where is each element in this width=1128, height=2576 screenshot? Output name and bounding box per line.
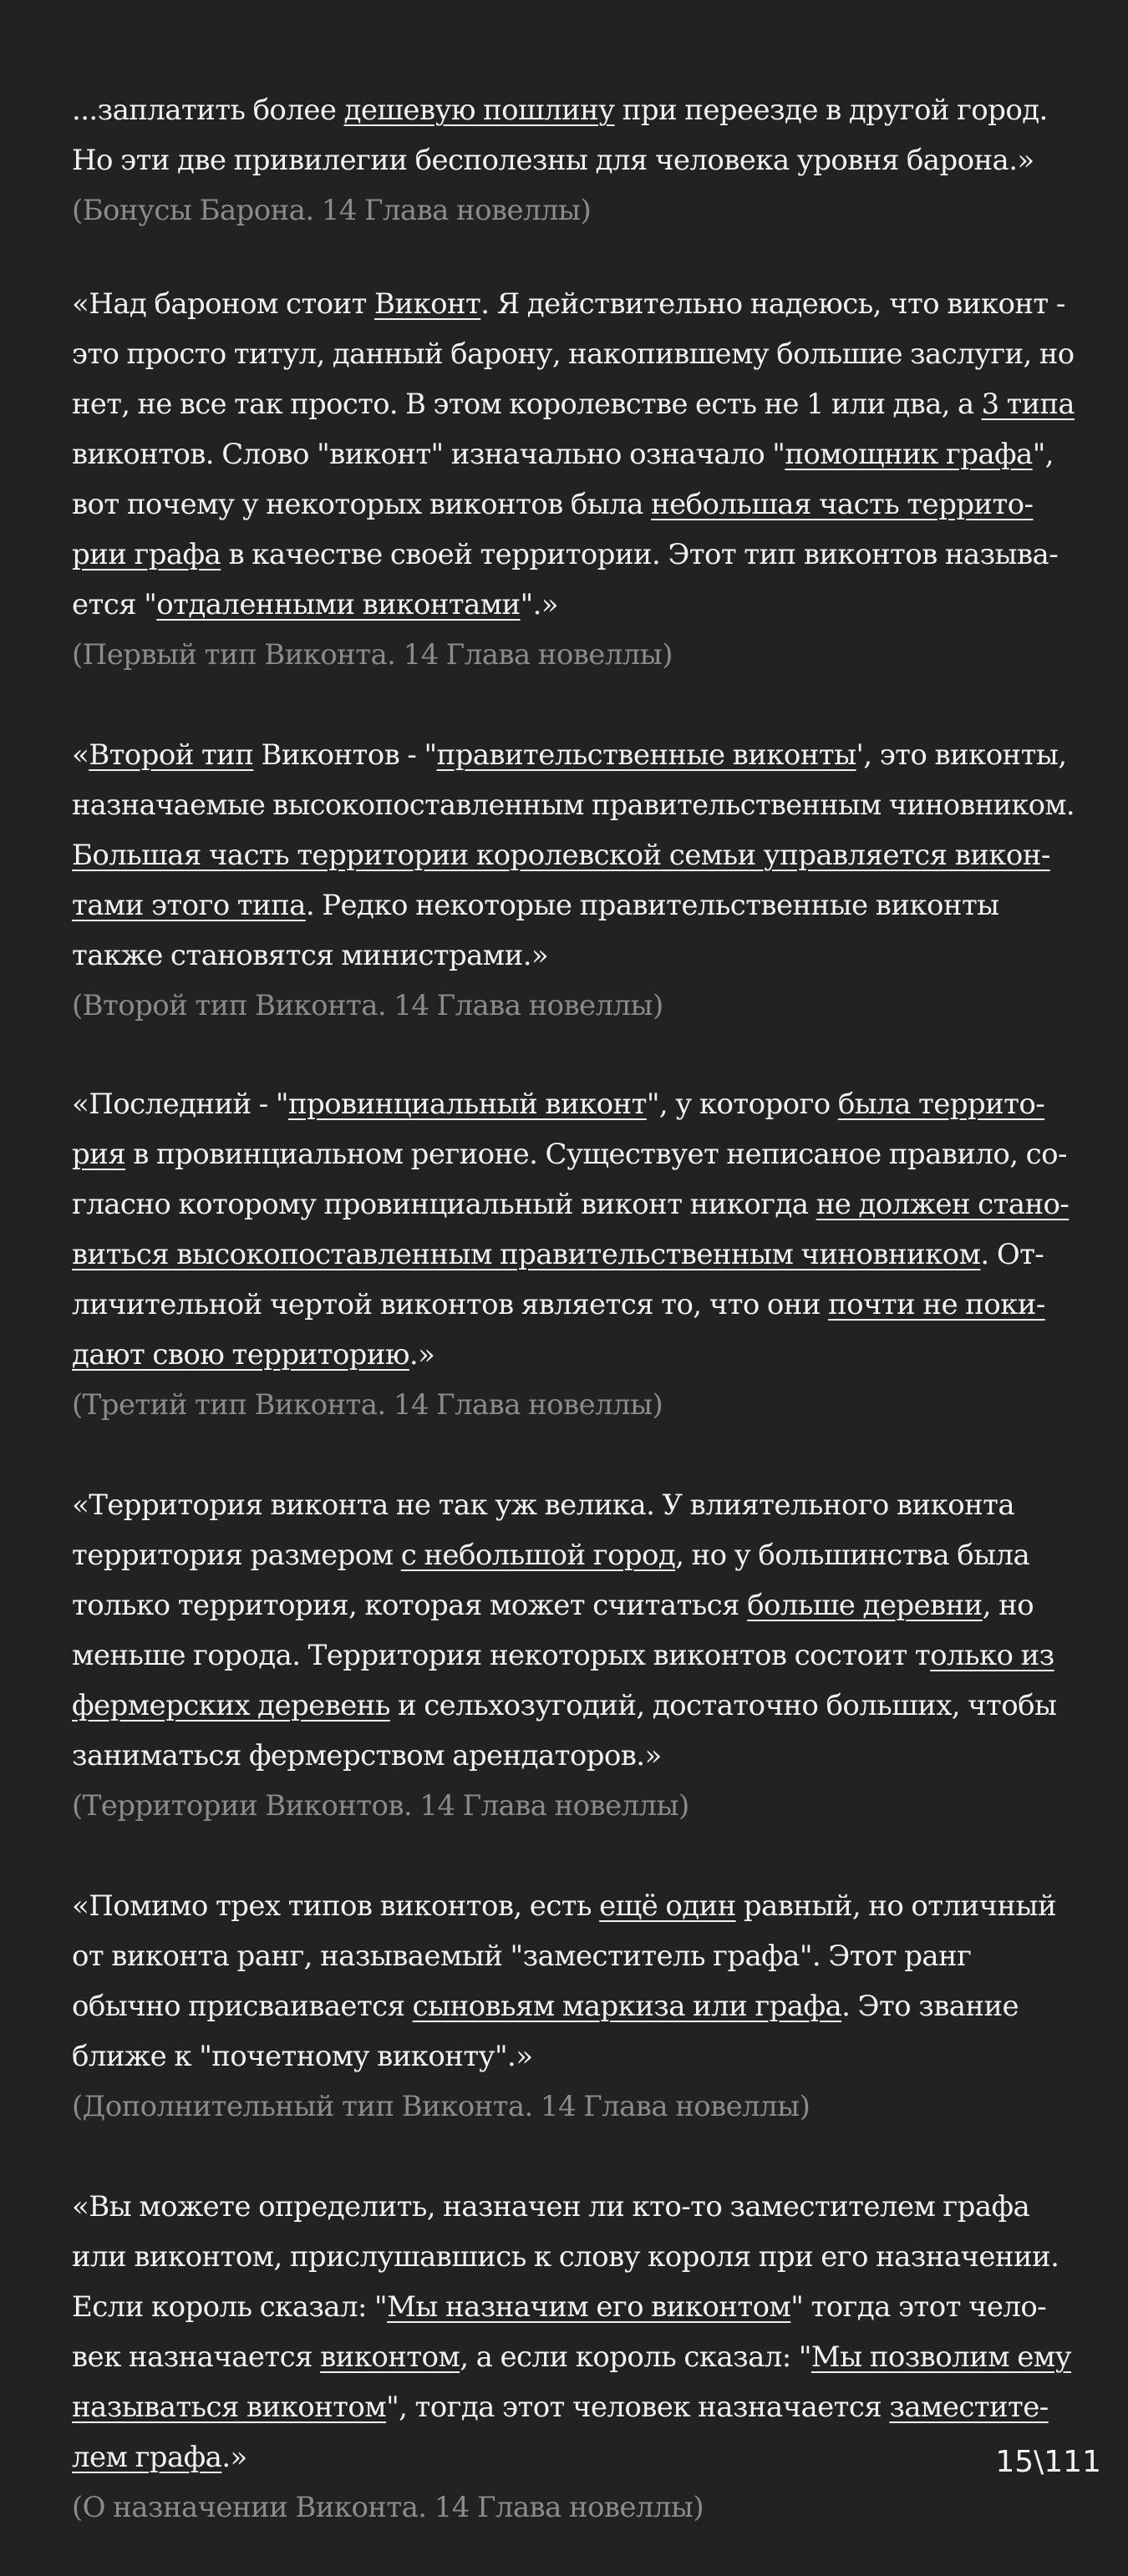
text-line xyxy=(72,1881,1075,1931)
text-block-viscount-appointment xyxy=(72,2182,1075,2533)
text-segment: это просто титул, данный барону, накопившему большие заслуги, но xyxy=(72,337,1075,371)
text-segment: «Над бароном стоит xyxy=(72,287,375,321)
underlined-phrase: заместите- xyxy=(889,2391,1049,2424)
text-segment: меньше города. Территория некоторых виконтов состоит т xyxy=(72,1639,931,1672)
text-segment: территория размером xyxy=(72,1539,401,1572)
text-line xyxy=(72,1630,1075,1681)
text-segment: ближе к "почетному виконту".» xyxy=(72,2040,533,2073)
underlined-phrase: отдаленными виконтами xyxy=(156,588,521,621)
underlined-phrase: помощник графа xyxy=(785,438,1033,471)
text-segment: виконтов. Слово "виконт" изначально означало " xyxy=(72,438,785,471)
underlined-phrase: лем графа xyxy=(72,2441,222,2474)
underlined-phrase: сыновьям маркиза или графа xyxy=(412,1990,842,2023)
text-block-viscount-territories xyxy=(72,1480,1075,1831)
text-line xyxy=(72,2232,1075,2282)
text-segment: , но xyxy=(982,1589,1034,1622)
text-segment: Но эти две привилегии бесполезны для человека уровня барона.» xyxy=(72,144,1034,177)
text-segment: " тогда этот чело- xyxy=(790,2290,1047,2324)
text-line xyxy=(72,1280,1075,1330)
source-caption: (Первый тип Виконта. 14 Глава новеллы) xyxy=(72,638,673,672)
source-caption: (О назначении Виконта. 14 Глава новеллы) xyxy=(72,2491,704,2524)
text-segment: .» xyxy=(221,2441,247,2474)
text-segment: личительной чертой виконтов является то, что они xyxy=(72,1288,829,1321)
text-segment: ется " xyxy=(72,588,157,621)
underlined-phrase: называться виконтом xyxy=(72,2391,387,2424)
underlined-phrase: была террито- xyxy=(837,1088,1045,1121)
underlined-phrase: дают свою территорию xyxy=(72,1338,409,1372)
text-block-second-viscount-type xyxy=(72,730,1075,1031)
text-line xyxy=(72,1931,1075,1981)
text-line xyxy=(72,379,1075,429)
source-caption: (Третий тип Виконта. 14 Глава новеллы) xyxy=(72,1388,663,1422)
text-segment: ', это виконты, xyxy=(856,738,1067,772)
text-line xyxy=(72,85,1075,135)
text-line xyxy=(72,1179,1075,1230)
text-segment: . Я действительно надеюсь, что виконт - xyxy=(480,287,1065,321)
underlined-phrase: не должен стано- xyxy=(816,1188,1070,1221)
underlined-phrase: ещё один xyxy=(599,1889,736,1923)
underlined-phrase: дешевую пошлину xyxy=(343,94,615,127)
text-segment: заниматься фермерством арендаторов.» xyxy=(72,1739,662,1772)
text-block-third-viscount-type xyxy=(72,1079,1075,1430)
text-segment: Виконтов - " xyxy=(253,738,437,772)
text-segment: также становятся министрами.» xyxy=(72,939,549,972)
text-segment: ", тогда этот человек назначается xyxy=(386,2391,890,2424)
text-line xyxy=(72,580,1075,630)
source-caption: (Второй тип Виконта. 14 Глава новеллы) xyxy=(72,989,663,1022)
text-segment: только территория, которая может считаться xyxy=(72,1589,748,1622)
text-segment: век назначается xyxy=(72,2340,321,2374)
text-segment: в провинциальном регионе. Существует неписаное правило, со- xyxy=(125,1138,1067,1171)
text-segment: , а если король сказал: " xyxy=(460,2340,811,2374)
underlined-phrase: Мы позволим ему xyxy=(810,2340,1071,2374)
text-line xyxy=(72,2282,1075,2332)
text-line xyxy=(72,2432,1075,2482)
underlined-phrase: 3 типа xyxy=(981,388,1075,421)
text-segment: .» xyxy=(409,1338,435,1372)
text-segment: нет, не все так просто. В этом королевстве есть не 1 или два, а xyxy=(72,388,982,421)
text-segment: « xyxy=(72,738,89,772)
text-segment: и сельхозугодий, достаточно больших, чтобы xyxy=(389,1689,1057,1722)
text-line xyxy=(72,1530,1075,1580)
text-line xyxy=(72,780,1075,830)
text-line xyxy=(72,135,1075,185)
text-line xyxy=(72,429,1075,479)
text-line xyxy=(72,1580,1075,1630)
text-line xyxy=(72,1731,1075,1781)
text-line xyxy=(72,830,1075,880)
text-segment: назначаемые высокопоставленным правительственным чиновником. xyxy=(72,789,1075,822)
text-segment: . Редко некоторые правительственные виконты xyxy=(305,889,999,922)
text-line xyxy=(72,1230,1075,1280)
text-segment: «Территория виконта не так уж велика. У влиятельного виконта xyxy=(72,1488,1015,1522)
underlined-phrase: олько из xyxy=(930,1639,1054,1672)
underlined-phrase: виконтом xyxy=(320,2340,460,2374)
underlined-phrase: виться высокопоставленным правительственным чиновником xyxy=(72,1238,981,1271)
underlined-phrase: фермерских деревень xyxy=(72,1689,390,1722)
text-segment: или виконтом, прислушавшись к слову короля при его назначении. xyxy=(72,2240,1059,2274)
source-caption: (Бонусы Барона. 14 Глава новеллы) xyxy=(72,194,592,227)
underlined-phrase: Большая часть территории королевской семьи управляется викон- xyxy=(72,839,1050,872)
underlined-phrase: Мы назначим его виконтом xyxy=(387,2290,791,2324)
text-segment: ", у которого xyxy=(646,1088,838,1121)
text-block-first-viscount-type xyxy=(72,279,1075,680)
text-line xyxy=(72,1480,1075,1530)
text-segment: «Последний - " xyxy=(72,1088,288,1121)
text-segment: вот почему у некоторых виконтов была xyxy=(72,488,652,521)
text-segment: ".» xyxy=(520,588,559,621)
underlined-phrase: Виконт xyxy=(374,287,481,321)
text-line xyxy=(72,2182,1075,2232)
underlined-phrase: с небольшой город xyxy=(400,1539,676,1572)
text-block-additional-viscount-type xyxy=(72,1881,1075,2132)
text-segment: гласно которому провинциальный виконт никогда xyxy=(72,1188,816,1221)
underlined-phrase: рия xyxy=(72,1138,126,1171)
underlined-phrase: Второй тип xyxy=(89,738,254,772)
text-line xyxy=(72,1681,1075,1731)
text-segment: ...заплатить более xyxy=(72,94,344,127)
text-line xyxy=(72,329,1075,379)
text-segment: равный, но отличный xyxy=(735,1889,1057,1923)
text-line xyxy=(72,2031,1075,2082)
text-line xyxy=(72,1129,1075,1179)
text-line xyxy=(72,730,1075,780)
underlined-phrase: рии графа xyxy=(72,538,221,571)
text-segment: , но у большинства была xyxy=(675,1539,1030,1572)
text-segment: обычно присваивается xyxy=(72,1990,413,2023)
text-line xyxy=(72,931,1075,981)
text-line xyxy=(72,1981,1075,2031)
text-segment: ", xyxy=(1032,438,1054,471)
text-line xyxy=(72,279,1075,329)
underlined-phrase: провинциальный виконт xyxy=(287,1088,647,1121)
text-line xyxy=(72,530,1075,580)
underlined-phrase: правительственные виконты xyxy=(436,738,856,772)
underlined-phrase: больше деревни xyxy=(747,1589,983,1622)
text-segment: Если король сказал: " xyxy=(72,2290,388,2324)
source-caption: (Дополнительный тип Виконта. 14 Глава новеллы) xyxy=(72,2090,810,2123)
text-segment: . Это звание xyxy=(841,1990,1019,2023)
text-segment: «Помимо трех типов виконтов, есть xyxy=(72,1889,600,1923)
text-segment: при переезде в другой город. xyxy=(614,94,1048,127)
text-segment: в качестве своей территории. Этот тип виконтов называ- xyxy=(221,538,1059,571)
page-number: 15\111 xyxy=(995,2445,1101,2479)
text-line xyxy=(72,479,1075,530)
text-segment: от виконта ранг, называемый "заместитель графа". Этот ранг xyxy=(72,1940,972,1973)
underlined-phrase: тами этого типа xyxy=(72,889,306,922)
underlined-phrase: почти не поки- xyxy=(828,1288,1045,1321)
text-line xyxy=(72,2332,1075,2382)
text-line xyxy=(72,880,1075,931)
source-caption: (Территории Виконтов. 14 Глава новеллы) xyxy=(72,1789,689,1823)
text-line xyxy=(72,1330,1075,1380)
text-line xyxy=(72,2382,1075,2432)
text-line xyxy=(72,1079,1075,1129)
underlined-phrase: небольшая часть террито- xyxy=(651,488,1034,521)
text-segment: . От- xyxy=(980,1238,1044,1271)
text-block-baron-bonuses xyxy=(72,85,1075,236)
text-segment: «Вы можете определить, назначен ли кто-то заместителем графа xyxy=(72,2190,1030,2224)
